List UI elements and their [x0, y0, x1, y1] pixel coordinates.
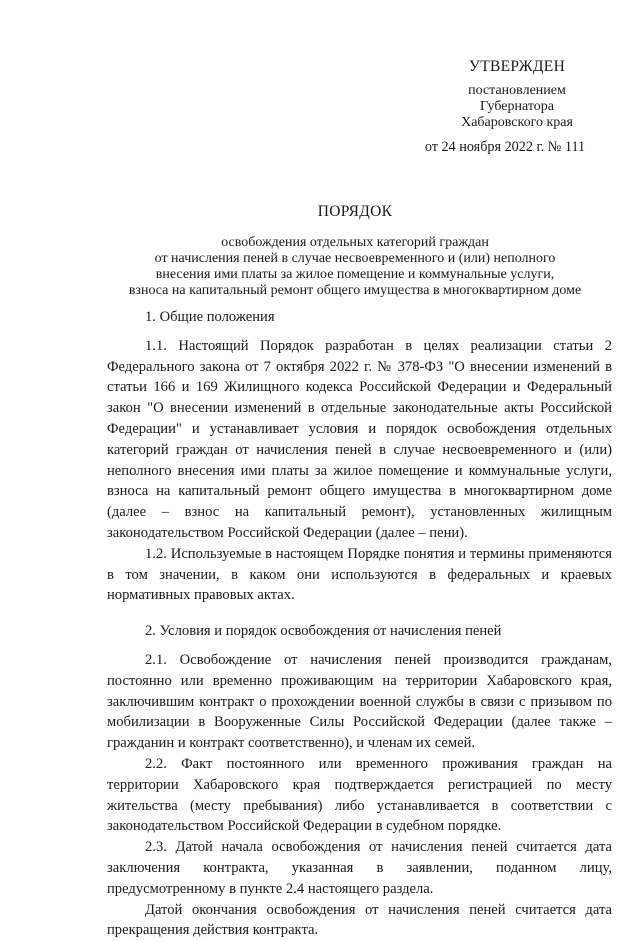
approval-line-region: Хабаровского края	[461, 115, 573, 130]
approval-line-governor: Губернатора	[479, 99, 555, 114]
paragraph-2-1: 2.1. Освобождение от начисления пеней производится гражданам, постоянно или временно проживающим на территории Хабаровского края, заключившим контракт о прохождении военной службы в связи с призывом по мобилизации в Вооруженные Силы Российской Федерации (далее также – гражданин и контракт соответственно), и членам их семей.	[107, 651, 612, 752]
section-2-heading: 2. Условия и порядок освобождения от начисления пеней	[145, 623, 502, 640]
paragraph-1-1: 1.1. Настоящий Порядок разработан в целях реализации статьи 2 Федерального закона от 7 октября 2022 г. № 378-ФЗ "О внесении изменений в статьи 166 и 169 Жилищного кодекса Российской Федерации и Федеральный закон "О внесении изменений в отдельные законодательные акты Российской Федерации" и устанавливает условия и порядок освобождения отдельных категорий граждан от начисления пеней в случае несвоевременного и (или) неполного внесения ими платы за жилое помещение и коммунальные услуги, взноса на капитальный ремонт общего имущества в многоквартирном доме (далее – взнос на капитальный ремонт), установленных жилищным законодательством Российской Федерации (далее – пени).	[107, 337, 612, 541]
document-subtitle-line: внесения ими платы за жилое помещение и коммунальные услуги,	[155, 267, 555, 282]
document-title-block	[100, 203, 610, 299]
paragraph-2-3-end: Датой окончания освобождения от начисления пеней считается дата прекращения действия контракта.	[107, 901, 612, 939]
document-body	[107, 307, 612, 941]
document-subtitle-line: от начисления пеней в случае несвоевременного и (или) неполного	[154, 251, 556, 266]
approval-date: от 24 ноября 2022 г. № 111	[424, 139, 586, 155]
section-1-heading: 1. Общие положения	[145, 309, 275, 325]
approval-line-resolution: постановлением	[468, 83, 566, 98]
approved-label: УТВЕРЖДЕН	[468, 58, 566, 75]
approval-block	[380, 58, 630, 156]
paragraph-1-2: 1.2. Используемые в настоящем Порядке понятия и термины применяются в том значении, в каком они используются в федеральных и краевых нормативных правовых актах.	[107, 545, 612, 604]
document-subtitle-line: освобождения отдельных категорий граждан	[221, 235, 489, 250]
paragraph-2-3: 2.3. Датой начала освобождения от начисления пеней считается дата заключения контракта, указанная в заявлении, поданном лицу, предусмотренному в пункте 2.4 настоящего раздела.	[107, 839, 612, 897]
document-title: ПОРЯДОК	[317, 203, 393, 220]
document-subtitle-line: взноса на капитальный ремонт общего имущества в многоквартирном доме	[128, 283, 582, 298]
paragraph-2-2: 2.2. Факт постоянного или временного проживания граждан на территории Хабаровского края подтверждается регистрацией по месту жительства (месту пребывания) либо устанавливается в соответствии с законодательством Российской Федерации в судебном порядке.	[107, 755, 612, 835]
